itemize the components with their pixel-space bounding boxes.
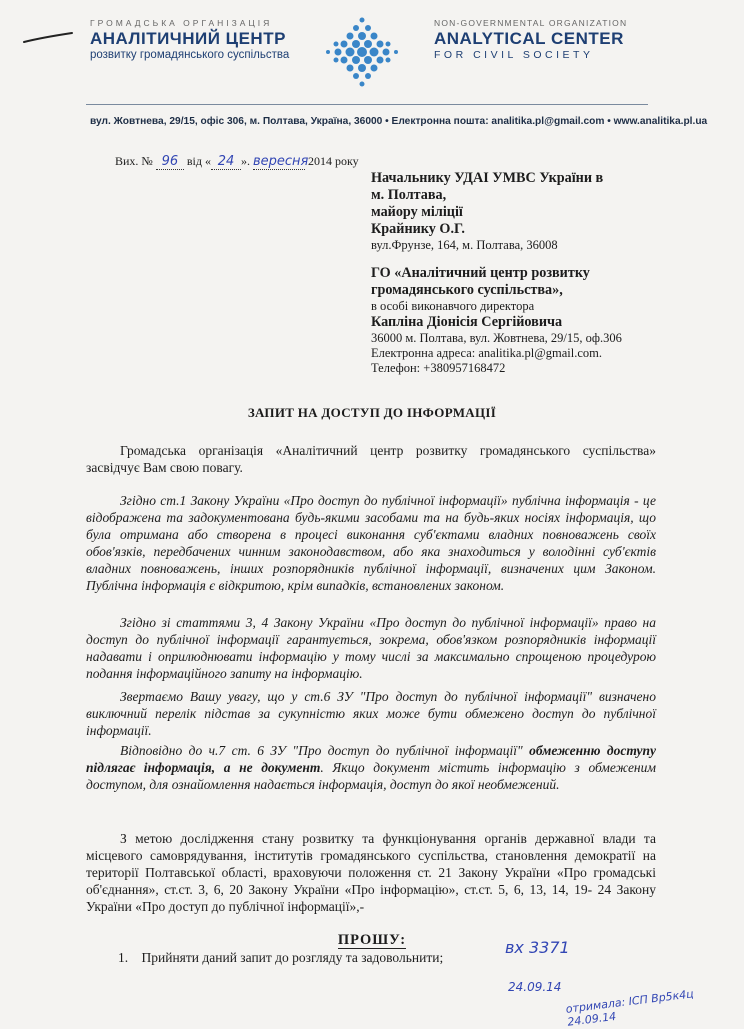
letterhead-left	[90, 18, 289, 61]
header-divider	[86, 104, 648, 105]
received-note-handwritten: отримала: ІСП Вр5к4ц 24.09.14	[565, 987, 695, 1029]
sender-email: Електронна адреса: analitika.pl@gmail.com.	[371, 346, 602, 360]
incoming-date-handwritten: 24.09.14	[508, 980, 562, 994]
request-item-1-text: Прийняти даний запит до розгляду та задовольнити;	[141, 950, 444, 965]
paragraph-2: Згідно зі статтями 3, 4 Закону України «Про доступ до публічної інформації» право на доступ до публічної інформації гарантується, зокрема, обов'язком розпорядників інформації надавати і оприлюднювати інформацію у тому числі за максимально спрощеною процедурою подання інформаційного запиту на інформацію.	[86, 615, 656, 681]
paragraph-3: Звертаємо Вашу увагу, що у ст.6 ЗУ "Про доступ до публічної інформації" визначено виключний перелік підстав за сукупністю яких може бути обмежено доступ до публічної інформації.	[86, 689, 656, 738]
sender-line-1: ГО «Аналітичний центр розвитку	[371, 265, 590, 281]
paragraph-4	[86, 742, 656, 793]
outgoing-day: 24	[211, 154, 241, 170]
dotted-circle-logo-icon	[320, 14, 404, 90]
org-subtitle-en: FOR CIVIL SOCIETY	[434, 49, 594, 61]
recipient-line-2: м. Полтава,	[371, 187, 447, 203]
recipient-line-4: Крайнику О.Г.	[371, 221, 465, 237]
outgoing-number: 96	[156, 154, 184, 170]
paragraph-4-end: . Якщо документ містить інформацію з обмеженим доступом, для ознайомлення надається інформація, доступ до якої необмежений.	[86, 760, 656, 792]
sender-phone: Телефон: +380957168472	[371, 361, 506, 375]
paragraph-4-start: Відповідно до ч.7 ст. 6 ЗУ "Про доступ до публічної інформації"	[120, 743, 530, 758]
greeting-paragraph: Громадська організація «Аналітичний центр розвитку громадянського суспільства» засвідчує Вам свою повагу.	[86, 443, 656, 475]
letterhead-contacts: вул. Жовтнева, 29/15, офіс 306, м. Полтава, Україна, 36000 • Електронна пошта: analitika.pl@gmail.com • www.analitika.pl.ua	[90, 116, 708, 127]
outgoing-number-line	[115, 154, 359, 170]
request-heading: ПРОШУ:	[337, 932, 407, 948]
outgoing-month: вересня	[252, 154, 309, 169]
sender-line-3: в особі виконавчого директора	[371, 299, 535, 313]
recipient-line-3: майору міліції	[371, 204, 463, 220]
document-title: ЗАПИТ НА ДОСТУП ДО ІНФОРМАЦІЇ	[247, 405, 497, 420]
request-item-1-number: 1.	[118, 950, 129, 965]
paragraph-5: З метою дослідження стану розвитку та функціонування органів державної влади та місцевого самоврядування, інститутів громадянського суспільства, становлення демократії на території Полтавської області, враховуючи положення ст. 21 Закону України «Про громадські об'єднання», ст.ст. 3, 6, 20 Закону України «Про інформацію», ст.ст. 5, 6, 13, 14, 19- 24 Закону України «Про доступ до публічної інформації»,-	[86, 831, 656, 914]
org-type-en: NON-GOVERNMENTAL ORGANIZATION	[434, 18, 628, 28]
incoming-number-handwritten: вх 3371	[505, 938, 570, 957]
sender-line-2: громадянського суспільства»,	[371, 282, 563, 298]
outgoing-from: від «	[186, 154, 211, 168]
request-item-1	[118, 950, 443, 966]
recipient-address: вул.Фрунзе, 164, м. Полтава, 36008	[371, 238, 558, 252]
paragraph-1: Згідно ст.1 Закону України «Про доступ до публічної інформації» публічна інформація - це відображена та задокументована будь-якими засобами та на будь-яких носіях інформація, що була отримана або створена в процесі виконання суб'єктами владних повноважень своїх обов'язків, передбачених чинним законодавством, або яка знаходиться у володінні суб'єктів владних повноважень, інших розпорядників публічної інформації, визначених цим Законом. Публічна інформація є відкритою, крім випадків, встановлених законом.	[86, 493, 656, 593]
outgoing-year: 2014 року	[307, 154, 359, 168]
address-block	[371, 170, 671, 376]
org-type-ua: ГРОМАДСЬКА ОРГАНІЗАЦІЯ	[90, 18, 273, 28]
outgoing-prefix: Вих. №	[115, 154, 153, 168]
pen-stroke-mark	[22, 30, 74, 46]
letterhead-right	[434, 18, 627, 61]
org-name-ua: АНАЛІТИЧНИЙ ЦЕНТР	[90, 29, 286, 48]
sender-address: 36000 м. Полтава, вул. Жовтнева, 29/15, оф.306	[371, 331, 622, 345]
recipient-line-1: Начальнику УДАІ УМВС України в	[371, 170, 604, 186]
org-subtitle-ua: розвитку громадянського суспільства	[90, 49, 290, 61]
sender-line-4: Капліна Діонісія Сергійовича	[371, 314, 563, 330]
paragraph-4-bold: обмеженню доступу підлягає інформація, а не документ	[86, 743, 656, 775]
outgoing-close: ».	[240, 154, 250, 168]
org-name-en: ANALYTICAL CENTER	[434, 29, 624, 48]
